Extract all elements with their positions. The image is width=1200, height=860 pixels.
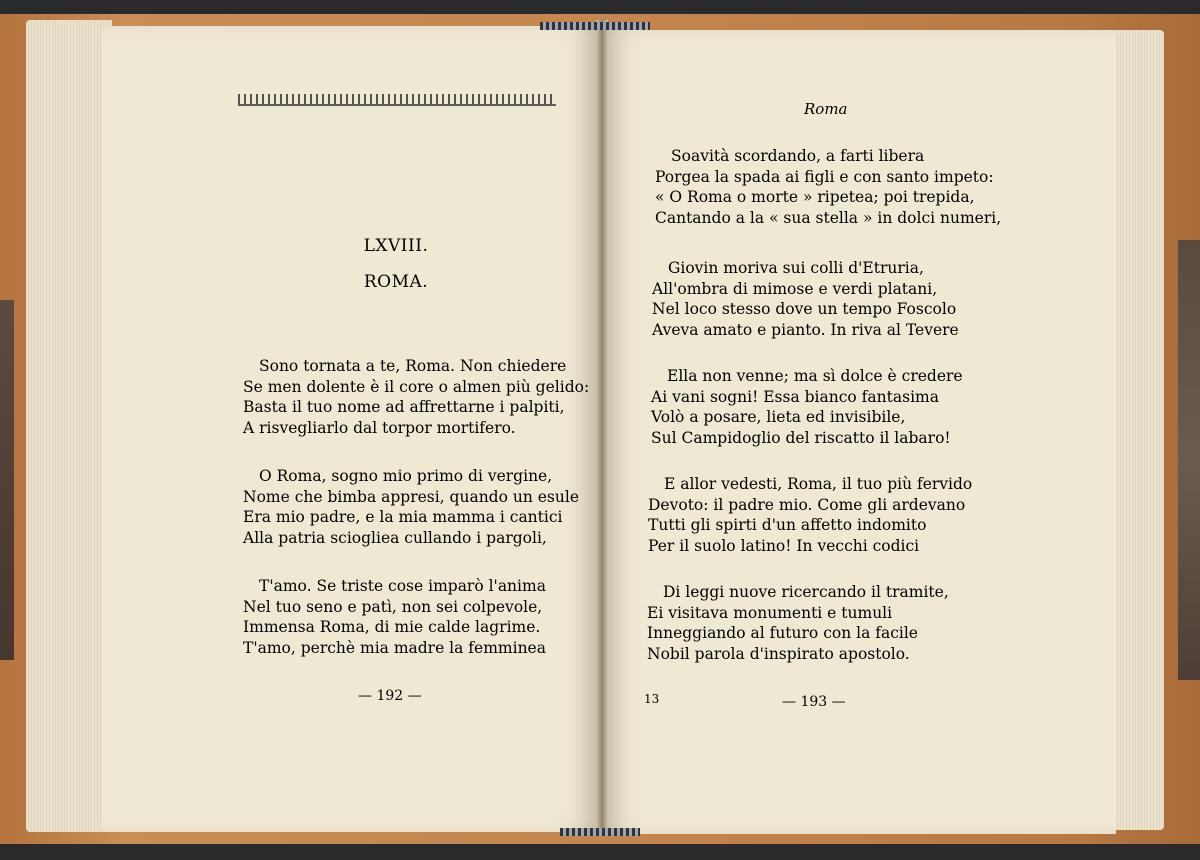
right-stanza-3 bbox=[651, 366, 963, 448]
running-head: Roma bbox=[804, 100, 848, 118]
right-stanza-2 bbox=[652, 258, 959, 340]
verse-line: Basta il tuo nome ad affrettarne i palpiti, bbox=[243, 398, 565, 416]
left-stanza-2 bbox=[243, 466, 579, 548]
verse-line: Giovin moriva sui colli d'Etruria, bbox=[668, 259, 924, 277]
verse-line: Immensa Roma, di mie calde lagrime. bbox=[243, 618, 541, 636]
signature-mark: 13 bbox=[644, 692, 660, 706]
verse-line: Nel loco stesso dove un tempo Foscolo bbox=[652, 300, 957, 318]
verse-line: Cantando a la « sua stella » in dolci numeri, bbox=[655, 208, 1002, 227]
page-edges-left bbox=[26, 20, 112, 832]
right-stanza-1 bbox=[655, 146, 1001, 228]
verse-line: Inneggiando al futuro con la facile bbox=[647, 624, 918, 642]
verse-line: Alla patria sciogliea cullando i pargoli, bbox=[243, 528, 547, 547]
verse-line: All'ombra di mimose e verdi platani, bbox=[652, 279, 938, 298]
verse-line: Nel tuo seno e patì, non sei colpevole, bbox=[243, 597, 543, 616]
verse-line: E allor vedesti, Roma, il tuo più fervido bbox=[664, 475, 973, 493]
verse-line: Ella non venne; ma sì dolce è credere bbox=[667, 367, 963, 385]
verse-line: T'amo. Se triste cose imparò l'anima bbox=[259, 577, 546, 595]
binding-stitch-bottom bbox=[560, 828, 640, 836]
cover-binding-edge bbox=[1178, 240, 1200, 680]
verse-line: Volò a posare, lieta ed invisibile, bbox=[651, 408, 906, 426]
page-number-right: — 193 — bbox=[782, 694, 846, 710]
verse-line: Sul Campidoglio del riscatto il labaro! bbox=[651, 428, 951, 447]
verse-line: Se men dolente è il core o almen più gelido: bbox=[243, 377, 590, 396]
cover-binding-edge-left bbox=[0, 300, 14, 660]
verse-line: Sono tornata a te, Roma. Non chiedere bbox=[259, 357, 567, 375]
verse-line: O Roma, sogno mio primo di vergine, bbox=[259, 467, 553, 485]
verse-line: « O Roma o morte » ripetea; poi trepida, bbox=[655, 188, 975, 206]
left-stanza-3 bbox=[243, 576, 546, 658]
poem-number: LXVIII. bbox=[363, 236, 429, 256]
verse-line: Di leggi nuove ricercando il tramite, bbox=[663, 583, 949, 601]
verse-line: T'amo, perchè mia madre la femminea bbox=[243, 638, 546, 657]
verse-line: Per il suolo latino! In vecchi codici bbox=[648, 536, 920, 555]
ornament-headpiece bbox=[238, 94, 556, 106]
verse-line: Aveva amato e pianto. In riva al Tevere bbox=[652, 320, 959, 339]
left-stanza-1 bbox=[243, 356, 589, 438]
verse-line: Ei visitava monumenti e tumuli bbox=[647, 603, 893, 622]
verse-line: Nobil parola d'inspirato apostolo. bbox=[647, 644, 910, 663]
verse-line: Ai vani sogni! Essa bianco fantasima bbox=[651, 387, 939, 406]
verse-line: Era mio padre, e la mia mamma i cantici bbox=[243, 508, 563, 526]
binding-stitch-top bbox=[540, 22, 650, 30]
page-number-left: — 192 — bbox=[358, 688, 422, 704]
verse-line: Porgea la spada ai figli e con santo impeto: bbox=[655, 167, 994, 186]
right-stanza-4 bbox=[648, 474, 972, 556]
book-gutter bbox=[596, 20, 608, 836]
verse-line: Devoto: il padre mio. Come gli ardevano bbox=[648, 495, 966, 514]
verse-line: Soavità scordando, a farti libera bbox=[671, 147, 925, 165]
verse-line: A risvegliarlo dal torpor mortifero. bbox=[243, 418, 516, 437]
verse-line: Nome che bimba appresi, quando un esule bbox=[243, 487, 579, 506]
poem-title: ROMA. bbox=[363, 272, 429, 292]
right-stanza-5 bbox=[647, 582, 949, 664]
verse-line: Tutti gli spirti d'un affetto indomito bbox=[648, 516, 927, 534]
